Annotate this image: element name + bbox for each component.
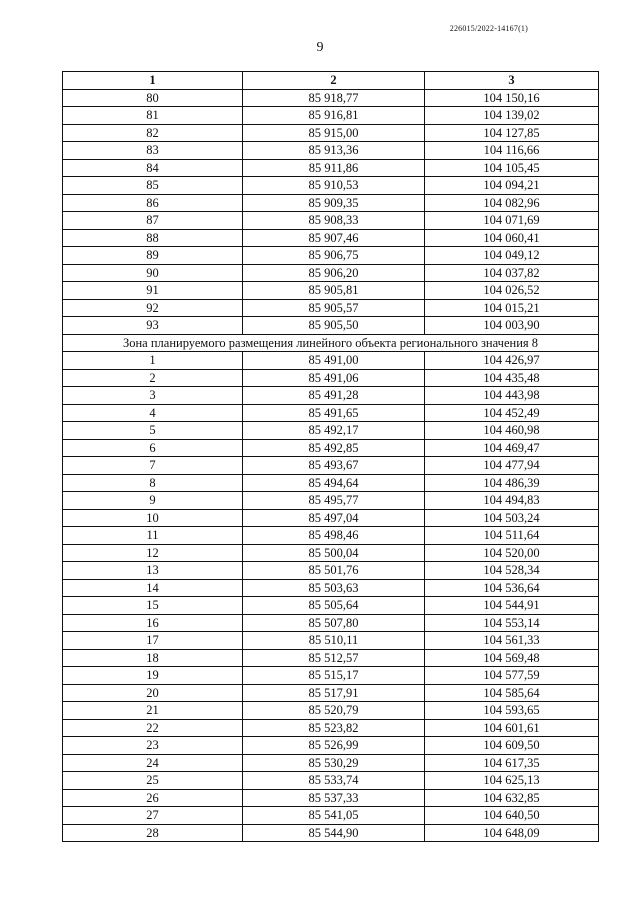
y-coordinate-cell: 104 625,13 [425, 772, 599, 790]
x-coordinate-cell: 85 501,76 [243, 562, 425, 580]
y-coordinate-cell: 104 105,45 [425, 159, 599, 177]
table-row [63, 474, 599, 492]
point-number-cell: 9 [63, 492, 243, 510]
x-coordinate-cell: 85 915,00 [243, 124, 425, 142]
table-row [63, 194, 599, 212]
x-coordinate-cell: 85 497,04 [243, 509, 425, 527]
table-row [63, 439, 599, 457]
table-row [63, 719, 599, 737]
table-row [63, 579, 599, 597]
table-row [63, 264, 599, 282]
page-number: 9 [316, 40, 324, 55]
y-coordinate-cell: 104 494,83 [425, 492, 599, 510]
y-coordinate-cell: 104 452,49 [425, 404, 599, 422]
point-number-cell: 21 [63, 702, 243, 720]
table-header-row [63, 72, 599, 90]
x-coordinate-cell: 85 503,63 [243, 579, 425, 597]
point-number-cell: 83 [63, 142, 243, 160]
x-coordinate-cell: 85 537,33 [243, 789, 425, 807]
point-number-cell: 80 [63, 89, 243, 107]
y-coordinate-cell: 104 015,21 [425, 299, 599, 317]
y-coordinate-cell: 104 003,90 [425, 317, 599, 335]
table-row [63, 509, 599, 527]
point-number-cell: 19 [63, 667, 243, 685]
document-registration-number: 226015/2022-14167(1) [449, 24, 528, 33]
y-coordinate-cell: 104 569,48 [425, 649, 599, 667]
x-coordinate-cell: 85 505,64 [243, 597, 425, 615]
y-coordinate-cell: 104 037,82 [425, 264, 599, 282]
y-coordinate-cell: 104 060,41 [425, 229, 599, 247]
y-coordinate-cell: 104 609,50 [425, 737, 599, 755]
point-number-cell: 3 [63, 387, 243, 405]
section-row [63, 334, 599, 352]
point-number-cell: 5 [63, 422, 243, 440]
table-row [63, 527, 599, 545]
y-coordinate-cell: 104 460,98 [425, 422, 599, 440]
y-coordinate-cell: 104 071,69 [425, 212, 599, 230]
table-row [63, 387, 599, 405]
table-row [63, 369, 599, 387]
x-coordinate-cell: 85 510,11 [243, 632, 425, 650]
point-number-cell: 87 [63, 212, 243, 230]
point-number-cell: 91 [63, 282, 243, 300]
point-number-cell: 25 [63, 772, 243, 790]
y-coordinate-cell: 104 082,96 [425, 194, 599, 212]
x-coordinate-cell: 85 492,85 [243, 439, 425, 457]
table-row [63, 159, 599, 177]
table-row [63, 247, 599, 265]
point-number-cell: 22 [63, 719, 243, 737]
x-coordinate-cell: 85 512,57 [243, 649, 425, 667]
y-coordinate-cell: 104 528,34 [425, 562, 599, 580]
table-row [63, 89, 599, 107]
point-number-cell: 89 [63, 247, 243, 265]
point-number-cell: 84 [63, 159, 243, 177]
y-coordinate-cell: 104 049,12 [425, 247, 599, 265]
table-row [63, 352, 599, 370]
x-coordinate-cell: 85 515,17 [243, 667, 425, 685]
y-coordinate-cell: 104 426,97 [425, 352, 599, 370]
table-row [63, 457, 599, 475]
y-coordinate-cell: 104 477,94 [425, 457, 599, 475]
y-coordinate-cell: 104 577,59 [425, 667, 599, 685]
y-coordinate-cell: 104 150,16 [425, 89, 599, 107]
x-coordinate-cell: 85 530,29 [243, 754, 425, 772]
x-coordinate-cell: 85 905,57 [243, 299, 425, 317]
x-coordinate-cell: 85 905,50 [243, 317, 425, 335]
y-coordinate-cell: 104 617,35 [425, 754, 599, 772]
x-coordinate-cell: 85 905,81 [243, 282, 425, 300]
table-row [63, 614, 599, 632]
x-coordinate-cell: 85 494,64 [243, 474, 425, 492]
x-coordinate-cell: 85 491,65 [243, 404, 425, 422]
y-coordinate-cell: 104 094,21 [425, 177, 599, 195]
point-number-cell: 24 [63, 754, 243, 772]
point-number-cell: 1 [63, 352, 243, 370]
y-coordinate-cell: 104 469,47 [425, 439, 599, 457]
table-row [63, 789, 599, 807]
x-coordinate-cell: 85 517,91 [243, 684, 425, 702]
coordinates-table [62, 71, 599, 842]
point-number-cell: 81 [63, 107, 243, 125]
table-row [63, 492, 599, 510]
point-number-cell: 20 [63, 684, 243, 702]
point-number-cell: 2 [63, 369, 243, 387]
y-coordinate-cell: 104 536,64 [425, 579, 599, 597]
table-row [63, 229, 599, 247]
table-row [63, 142, 599, 160]
table-row [63, 632, 599, 650]
point-number-cell: 93 [63, 317, 243, 335]
x-coordinate-cell: 85 498,46 [243, 527, 425, 545]
x-coordinate-cell: 85 491,00 [243, 352, 425, 370]
point-number-cell: 27 [63, 807, 243, 825]
point-number-cell: 90 [63, 264, 243, 282]
table-row [63, 124, 599, 142]
table-body-before-section [63, 89, 599, 334]
y-coordinate-cell: 104 561,33 [425, 632, 599, 650]
x-coordinate-cell: 85 523,82 [243, 719, 425, 737]
x-coordinate-cell: 85 491,28 [243, 387, 425, 405]
x-coordinate-cell: 85 495,77 [243, 492, 425, 510]
y-coordinate-cell: 104 139,02 [425, 107, 599, 125]
y-coordinate-cell: 104 486,39 [425, 474, 599, 492]
y-coordinate-cell: 104 503,24 [425, 509, 599, 527]
point-number-cell: 16 [63, 614, 243, 632]
table-row [63, 177, 599, 195]
point-number-cell: 10 [63, 509, 243, 527]
x-coordinate-cell: 85 910,53 [243, 177, 425, 195]
point-number-cell: 8 [63, 474, 243, 492]
x-coordinate-cell: 85 520,79 [243, 702, 425, 720]
table-row [63, 824, 599, 842]
table-row [63, 597, 599, 615]
y-coordinate-cell: 104 601,61 [425, 719, 599, 737]
table-row [63, 282, 599, 300]
table-row [63, 772, 599, 790]
table-row [63, 544, 599, 562]
x-coordinate-cell: 85 918,77 [243, 89, 425, 107]
point-number-cell: 12 [63, 544, 243, 562]
point-number-cell: 18 [63, 649, 243, 667]
x-coordinate-cell: 85 533,74 [243, 772, 425, 790]
point-number-cell: 26 [63, 789, 243, 807]
x-coordinate-cell: 85 492,17 [243, 422, 425, 440]
x-coordinate-cell: 85 911,86 [243, 159, 425, 177]
point-number-cell: 82 [63, 124, 243, 142]
x-coordinate-cell: 85 907,46 [243, 229, 425, 247]
x-coordinate-cell: 85 541,05 [243, 807, 425, 825]
x-coordinate-cell: 85 908,33 [243, 212, 425, 230]
point-number-cell: 88 [63, 229, 243, 247]
x-coordinate-cell: 85 544,90 [243, 824, 425, 842]
point-number-cell: 13 [63, 562, 243, 580]
point-number-cell: 15 [63, 597, 243, 615]
x-coordinate-cell: 85 909,35 [243, 194, 425, 212]
table-row [63, 737, 599, 755]
y-coordinate-cell: 104 648,09 [425, 824, 599, 842]
point-number-cell: 4 [63, 404, 243, 422]
y-coordinate-cell: 104 585,64 [425, 684, 599, 702]
point-number-cell: 7 [63, 457, 243, 475]
point-number-cell: 92 [63, 299, 243, 317]
point-number-cell: 6 [63, 439, 243, 457]
point-number-cell: 28 [63, 824, 243, 842]
x-coordinate-cell: 85 906,20 [243, 264, 425, 282]
x-coordinate-cell: 85 526,99 [243, 737, 425, 755]
section-title: Зона планируемого размещения линейного объекта регионального значения 8 [63, 334, 599, 352]
table-row [63, 702, 599, 720]
table-row [63, 684, 599, 702]
y-coordinate-cell: 104 520,00 [425, 544, 599, 562]
table-row [63, 754, 599, 772]
point-number-cell: 86 [63, 194, 243, 212]
table-row [63, 212, 599, 230]
y-coordinate-cell: 104 640,50 [425, 807, 599, 825]
x-coordinate-cell: 85 913,36 [243, 142, 425, 160]
x-coordinate-cell: 85 493,67 [243, 457, 425, 475]
y-coordinate-cell: 104 632,85 [425, 789, 599, 807]
y-coordinate-cell: 104 544,91 [425, 597, 599, 615]
table-row [63, 562, 599, 580]
table-row [63, 667, 599, 685]
column-header-number: 1 [63, 72, 243, 90]
column-header-y: 3 [425, 72, 599, 90]
table-body-after-section [63, 352, 599, 842]
y-coordinate-cell: 104 116,66 [425, 142, 599, 160]
y-coordinate-cell: 104 553,14 [425, 614, 599, 632]
table-row [63, 404, 599, 422]
table-row [63, 807, 599, 825]
table-row [63, 107, 599, 125]
point-number-cell: 11 [63, 527, 243, 545]
point-number-cell: 23 [63, 737, 243, 755]
y-coordinate-cell: 104 127,85 [425, 124, 599, 142]
table-row [63, 649, 599, 667]
y-coordinate-cell: 104 593,65 [425, 702, 599, 720]
column-header-x: 2 [243, 72, 425, 90]
point-number-cell: 85 [63, 177, 243, 195]
y-coordinate-cell: 104 026,52 [425, 282, 599, 300]
y-coordinate-cell: 104 511,64 [425, 527, 599, 545]
x-coordinate-cell: 85 906,75 [243, 247, 425, 265]
point-number-cell: 17 [63, 632, 243, 650]
y-coordinate-cell: 104 443,98 [425, 387, 599, 405]
x-coordinate-cell: 85 507,80 [243, 614, 425, 632]
table-row [63, 299, 599, 317]
table-row [63, 422, 599, 440]
x-coordinate-cell: 85 916,81 [243, 107, 425, 125]
y-coordinate-cell: 104 435,48 [425, 369, 599, 387]
point-number-cell: 14 [63, 579, 243, 597]
x-coordinate-cell: 85 500,04 [243, 544, 425, 562]
table-row [63, 317, 599, 335]
x-coordinate-cell: 85 491,06 [243, 369, 425, 387]
